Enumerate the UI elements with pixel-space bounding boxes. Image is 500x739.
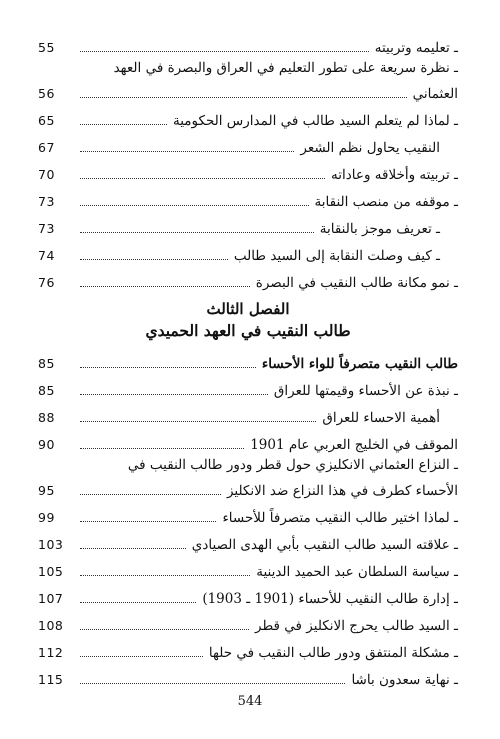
toc-entry-page: 105: [38, 564, 64, 579]
toc-entry-page: 73: [38, 194, 55, 209]
toc-entry-page: 115: [38, 672, 64, 687]
toc-entry-page: 65: [38, 113, 55, 128]
toc-entry-title: ـ إدارة طالب النقيب للأحساء (1901 ـ 1903): [202, 591, 458, 607]
toc-entry-page: 112: [38, 645, 64, 660]
toc-entry: [38, 30, 458, 57]
toc-entry-continuation: [38, 79, 458, 103]
toc-entry-title-cont: العثماني: [412, 86, 458, 102]
toc-entry: [38, 238, 458, 265]
toc-entry-title: ـ نمو مكانة طالب النقيب في البصرة: [255, 275, 458, 291]
toc-entry: [38, 427, 458, 454]
dot-leader: [80, 367, 256, 368]
toc-entry: [38, 454, 458, 500]
dot-leader: [80, 521, 216, 522]
dot-leader: [80, 656, 203, 657]
toc-entry: [38, 373, 458, 400]
dot-leader: [80, 548, 186, 549]
toc-entry-page: 108: [38, 618, 64, 633]
toc-entry: [38, 157, 458, 184]
toc-entry-title: ـ لماذا اختير طالب النقيب متصرفاً للأحساء: [222, 510, 458, 526]
dot-leader: [80, 448, 244, 449]
chapter-label: الفصل الثالث: [206, 300, 290, 318]
dot-leader: [80, 51, 369, 52]
page-number: 544: [237, 694, 263, 709]
toc-entry-title: ـ سياسة السلطان عبد الحميد الدينية: [256, 564, 458, 580]
toc-entry-page: 99: [38, 510, 55, 525]
toc-entry: [38, 662, 458, 689]
dot-leader: [80, 575, 250, 576]
toc-entry-title: ـ كيف وصلت النقابة إلى السيد طالب: [233, 248, 440, 264]
dot-leader: [80, 602, 196, 603]
toc-entry-title: ـ نظرة سريعة على تطور التعليم في العراق والبصرة في العهد: [113, 60, 458, 76]
toc-entry: [38, 500, 458, 527]
dot-leader: [80, 494, 221, 495]
toc-entry-title: الموقف في الخليج العربي عام 1901: [250, 437, 458, 453]
toc-entry-page: 55: [38, 40, 55, 55]
toc-entry-title: ـ نهاية سعدون باشا: [351, 672, 458, 688]
toc-entry-page: 107: [38, 591, 64, 606]
toc-entry-title: ـ تعليمه وتربيته: [374, 40, 458, 56]
toc-entry-page: 90: [38, 437, 55, 452]
dot-leader: [80, 259, 228, 260]
toc-entry-title: طالب النقيب متصرفاً للواء الأحساء: [261, 356, 458, 372]
dot-leader: [80, 205, 309, 206]
dot-leader: [80, 151, 294, 152]
toc-entry-title: ـ النزاع العثماني الانكليزي حول قطر ودور طالب النقيب في: [127, 457, 458, 473]
toc-entry: [38, 265, 458, 292]
toc-entry-page: 74: [38, 248, 55, 263]
toc-entry-page: 85: [38, 383, 55, 398]
toc-entry-continuation: [38, 476, 458, 500]
toc-entry: [38, 346, 458, 373]
dot-leader: [80, 683, 345, 684]
toc-entry-page: 70: [38, 167, 55, 182]
table-of-contents: [38, 30, 458, 689]
toc-entry-title: أهمية الاحساء للعراق: [322, 410, 440, 426]
toc-entry-page: 73: [38, 221, 55, 236]
toc-entry: [38, 608, 458, 635]
toc-entry-title-cont: الأحساء كطرف في هذا النزاع ضد الانكليز: [226, 483, 458, 499]
toc-entry: [38, 400, 458, 427]
dot-leader: [80, 421, 316, 422]
toc-entry: [38, 184, 458, 211]
toc-entry-page: 76: [38, 275, 55, 290]
toc-entry: [38, 211, 458, 238]
toc-entry: [38, 57, 458, 103]
toc-entry: [38, 635, 458, 662]
toc-entry-title: النقيب يحاول نظم الشعر: [300, 140, 440, 156]
dot-leader: [80, 124, 167, 125]
toc-entry-page: 56: [38, 86, 55, 101]
dot-leader: [80, 286, 250, 287]
toc-entry-page: 85: [38, 356, 55, 371]
toc-entry-title: ـ نبذة عن الأحساء وقيمتها للعراق: [273, 383, 458, 399]
toc-entry-title: ـ علاقته السيد طالب النقيب بأبي الهدى الصيادي: [191, 537, 458, 553]
toc-entry-title: ـ لماذا لم يتعلم السيد طالب في المدارس الحكومية: [172, 113, 458, 129]
chapter-heading: [38, 298, 458, 342]
toc-entry-page: 103: [38, 537, 64, 552]
toc-entry: [38, 527, 458, 554]
toc-entry-title: ـ موقفه من منصب النقابة: [314, 194, 458, 210]
toc-entry-title: ـ تربيته وأخلاقه وعاداته: [331, 167, 458, 183]
toc-entry-page: 67: [38, 140, 55, 155]
chapter-title: طالب النقيب في العهد الحميدي: [145, 321, 351, 340]
dot-leader: [80, 629, 249, 630]
dot-leader: [80, 97, 407, 98]
toc-entry: [38, 554, 458, 581]
toc-entry: [38, 581, 458, 608]
dot-leader: [80, 232, 314, 233]
toc-entry-title: ـ تعريف موجز بالنقابة: [319, 221, 440, 237]
toc-entry: [38, 130, 458, 157]
toc-entry-title: ـ مشكلة المنتفق ودور طالب النقيب في حلها: [208, 645, 458, 661]
dot-leader: [80, 178, 325, 179]
dot-leader: [80, 394, 268, 395]
toc-entry-page: 95: [38, 483, 55, 498]
toc-entry-title: ـ السيد طالب يحرج الانكليز في قطر: [255, 618, 458, 634]
toc-entry-page: 88: [38, 410, 55, 425]
toc-entry: [38, 103, 458, 130]
